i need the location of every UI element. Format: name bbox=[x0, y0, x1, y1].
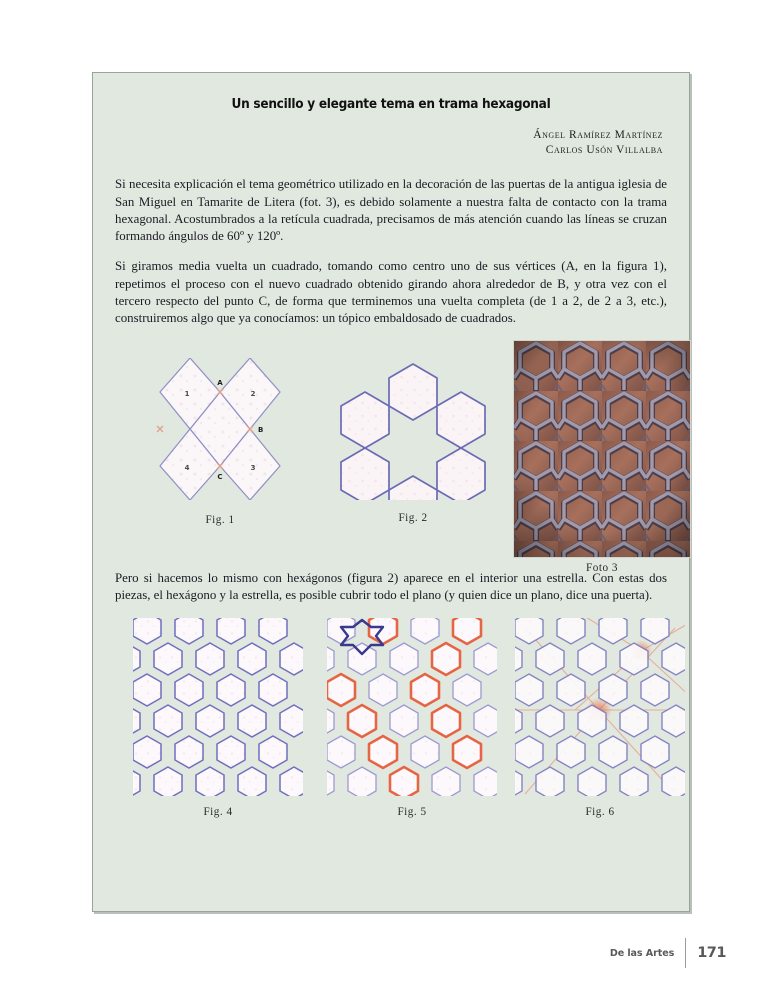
figure-5-caption: Fig. 5 bbox=[397, 805, 427, 818]
photo-3 bbox=[513, 340, 691, 558]
page-footer bbox=[610, 938, 726, 968]
photo-3-image bbox=[514, 341, 691, 558]
fig6-graphic bbox=[515, 618, 685, 796]
footer-divider bbox=[685, 938, 686, 968]
author-name: Ángel Ramírez Martínez bbox=[533, 129, 663, 141]
fig1-vertex-label-B: B bbox=[258, 426, 264, 435]
fig2-graphic bbox=[333, 360, 493, 500]
fig5-graphic bbox=[327, 618, 497, 796]
figure-4-caption: Fig. 4 bbox=[203, 805, 233, 818]
page-title: Un sencillo y elegante tema en trama hexagonal bbox=[231, 97, 551, 112]
body-paragraph-3: Pero si hacemos lo mismo con hexágonos (figura 2) aparece en el interior una estrella. Con estas dos piezas, el hexágono y la estrella, es posible cubrir todo el plano (y quien dice un plano, dice una puerta). bbox=[115, 571, 667, 603]
fig1-square-label-1: 1 bbox=[184, 390, 190, 399]
figure-5 bbox=[327, 618, 497, 818]
author-name: Carlos Usón Villalba bbox=[545, 143, 663, 156]
figure-1-caption: Fig. 1 bbox=[205, 514, 235, 527]
figure-band-bottom bbox=[115, 618, 667, 828]
figure-2 bbox=[333, 360, 493, 524]
figure-1 bbox=[135, 358, 305, 526]
fig1-vertex-label-C: C bbox=[217, 473, 223, 482]
fig4-graphic bbox=[133, 618, 303, 796]
figure-6 bbox=[515, 618, 685, 818]
fig1-square-label-2: 2 bbox=[250, 390, 256, 399]
fig1-square-label-4: 4 bbox=[184, 464, 190, 473]
article-panel bbox=[92, 72, 690, 912]
body-paragraph-1: Si necesita explicación el tema geométrico utilizado en la decoración de las puertas de la antigua iglesia de San Miguel en Tamarite de Litera (fot. 3), es debido solamente a nuestra falta de contacto con la trama hexagonal. Acostumbrados a la retícula cuadrada, precisamos de más atención cuando las líneas se cruzan formando ángulos de 60º y 120º. bbox=[115, 177, 667, 244]
figure-4 bbox=[133, 618, 303, 818]
figure-2-caption: Fig. 2 bbox=[398, 512, 428, 525]
author-list bbox=[115, 128, 663, 157]
page-number: 171 bbox=[697, 945, 726, 961]
fig1-square-label-3: 3 bbox=[250, 464, 256, 473]
footer-section-label: De las Artes bbox=[609, 947, 675, 959]
fig1-vertex-label-A: A bbox=[217, 379, 223, 388]
body-paragraph-2: Si giramos media vuelta un cuadrado, tomando como centro uno de sus vértices (A, en la figura 1), repetimos el proceso con el nuevo cuadrado obtenido girando ahora alrededor de B, y otra vez con el tercero respecto del punto C, de forma que terminemos una vuelta completa (de 1 a 2, de 2 a 3, etc.), construiremos algo que ya conocíamos: un tópico embaldosado de cuadrados. bbox=[115, 259, 667, 325]
photo-3-caption: Foto 3 bbox=[586, 562, 618, 575]
article-content bbox=[93, 73, 689, 911]
figure-6-caption: Fig. 6 bbox=[585, 805, 615, 818]
figure-band-top bbox=[115, 340, 667, 575]
fig1-graphic bbox=[135, 358, 305, 500]
